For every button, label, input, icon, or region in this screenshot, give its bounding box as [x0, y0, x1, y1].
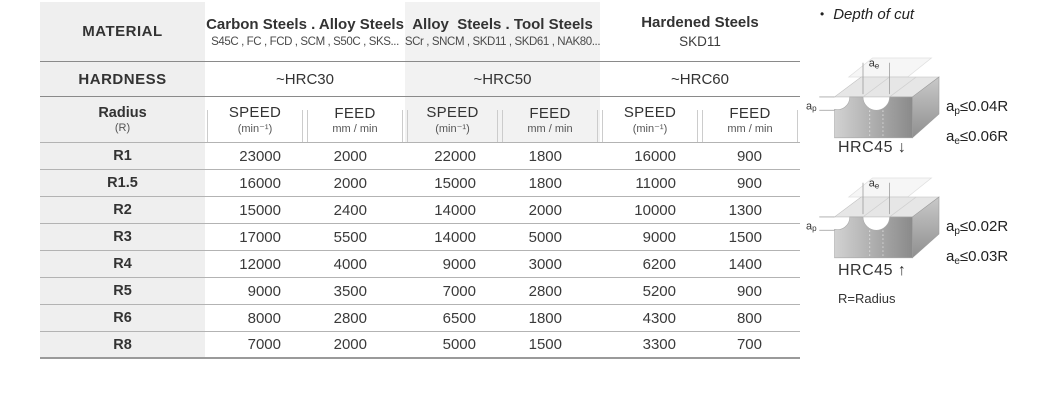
group-subtitle: SCr , SNCM , SKD11 , SKD61 , NAK80...	[404, 35, 601, 48]
speed-cell: 5200	[642, 282, 676, 300]
hardness-row	[40, 62, 800, 97]
radius-cell: R1	[40, 143, 205, 169]
table-row	[40, 224, 800, 251]
speed-header: SPEED (min⁻¹)	[600, 97, 700, 142]
feed-cell: 2400	[333, 201, 367, 219]
ap-limit: $a_p\le 0.02R$	[946, 218, 1009, 237]
speed-cell: 15000	[434, 174, 476, 192]
feed-cell: 5000	[528, 228, 562, 246]
radius-cell: R3	[40, 224, 205, 250]
speed-cell: 6500	[442, 309, 476, 327]
feed-cell: 900	[736, 282, 762, 300]
workpiece-block-graphic	[835, 58, 940, 138]
speed-cell: 16000	[634, 147, 676, 165]
feed-cell: 1400	[728, 255, 762, 273]
feed-cell: 1300	[728, 201, 762, 219]
feed-cell: 800	[736, 309, 762, 327]
limits-hrc45-down	[946, 94, 1008, 154]
table-row	[40, 197, 800, 224]
radius-cell: R8	[40, 332, 205, 357]
feed-cell: 700	[736, 336, 762, 353]
table-row	[40, 170, 800, 197]
material-group-alloy	[405, 2, 600, 61]
ap-measure-lines	[819, 217, 834, 230]
speed-header: SPEED (min⁻¹)	[205, 97, 305, 142]
group-title: Alloy Steels . Tool Steels	[412, 15, 593, 33]
material-row	[40, 2, 800, 62]
feed-cell: 1800	[528, 174, 562, 192]
speed-cell: 7000	[247, 336, 281, 353]
speed-cell: 8000	[247, 309, 281, 327]
speed-cell: 6200	[642, 255, 676, 273]
speed-cell: 17000	[239, 228, 281, 246]
speed-cell: 5000	[442, 336, 476, 353]
table-row	[40, 278, 800, 305]
feed-cell: 2000	[333, 336, 367, 353]
feed-header: FEED mm / min	[305, 97, 405, 142]
speed-cell: 3300	[642, 336, 676, 353]
group-title: Carbon Steels . Alloy Steels	[206, 15, 404, 33]
feed-cell: 4000	[333, 255, 367, 273]
feed-cell: 1500	[528, 336, 562, 353]
radius-cell: R5	[40, 278, 205, 304]
feed-cell: 2800	[333, 309, 367, 327]
ap-limit: $a_p\le 0.04R$	[946, 98, 1009, 117]
material-group-carbon	[205, 2, 405, 61]
radius-unit: (R)	[114, 122, 131, 134]
radius-cell: R2	[40, 197, 205, 223]
feed-cell: 2000	[528, 201, 562, 219]
feed-cell: 2800	[528, 282, 562, 300]
depth-of-cut-diagram-up	[806, 176, 958, 275]
radius-note: R=Radius	[838, 291, 896, 306]
hrc45-down-label: HRC45 ↓	[838, 139, 907, 156]
ae-label: ae	[868, 177, 880, 191]
group-subtitle: S45C , FC , FCD , SCM , S50C , SKS...	[211, 35, 399, 48]
speed-cell: 14000	[434, 201, 476, 219]
radius-cell: R4	[40, 251, 205, 277]
feed-header: FEED mm / min	[500, 97, 600, 142]
table-row	[40, 143, 800, 170]
speed-cell: 23000	[239, 147, 281, 165]
bullet-icon: •	[820, 7, 825, 21]
speed-cell: 10000	[634, 201, 676, 219]
ae-label: ae	[868, 57, 880, 71]
speed-cell: 9000	[442, 255, 476, 273]
ap-measure-lines	[819, 97, 834, 110]
material-group-hardened	[600, 2, 800, 61]
cutting-conditions-table	[40, 2, 800, 359]
ae-limit: $a_e\le 0.03R$	[946, 248, 1009, 267]
speed-cell: 16000	[239, 174, 281, 192]
feed-cell: 3500	[333, 282, 367, 300]
feed-cell: 5500	[333, 228, 367, 246]
table-row	[40, 251, 800, 278]
group-title: Hardened Steels	[641, 14, 759, 31]
feed-cell: 900	[736, 147, 762, 165]
speed-cell: 11000	[635, 174, 676, 192]
feed-cell: 2000	[333, 147, 367, 165]
speed-cell: 4300	[642, 309, 676, 327]
speed-cell: 15000	[239, 201, 281, 219]
hardness-value: ~HRC60	[671, 70, 729, 88]
speed-cell: 9000	[642, 228, 676, 246]
feed-cell: 2000	[333, 174, 367, 192]
radius-cell: R1.5	[40, 170, 205, 196]
feed-cell: 3000	[528, 255, 562, 273]
material-header: MATERIAL	[40, 2, 205, 61]
feed-header: FEED mm / min	[700, 97, 800, 142]
radius-header	[40, 97, 205, 142]
hardness-header: HARDNESS	[40, 62, 205, 96]
speed-cell: 22000	[434, 147, 476, 165]
limits-hrc45-up	[946, 214, 1008, 274]
table-row	[40, 305, 800, 332]
feed-cell: 1500	[728, 228, 762, 246]
depth-of-cut-title: • Depth of cut	[820, 6, 915, 23]
feed-cell: 900	[736, 174, 762, 192]
group-subtitle: SKD11	[679, 34, 721, 49]
speed-cell: 9000	[247, 282, 281, 300]
hardness-value: ~HRC30	[276, 70, 334, 88]
table-row	[40, 332, 800, 359]
radius-cell: R6	[40, 305, 205, 331]
ap-label: ap	[806, 220, 817, 234]
feed-cell: 1800	[528, 309, 562, 327]
hardness-value: ~HRC50	[405, 62, 600, 96]
ae-limit: $a_e\le 0.06R$	[946, 128, 1009, 147]
ap-label: ap	[806, 100, 817, 114]
speed-header: SPEED (min⁻¹)	[405, 97, 500, 142]
hrc45-up-label: HRC45 ↑	[838, 262, 907, 279]
radius-label: Radius	[98, 105, 147, 121]
column-header-row	[40, 97, 800, 143]
speed-cell: 14000	[434, 228, 476, 246]
feed-cell: 1800	[528, 147, 562, 165]
workpiece-block-graphic	[835, 178, 940, 258]
speed-cell: 7000	[442, 282, 476, 300]
speed-cell: 12000	[239, 255, 281, 273]
